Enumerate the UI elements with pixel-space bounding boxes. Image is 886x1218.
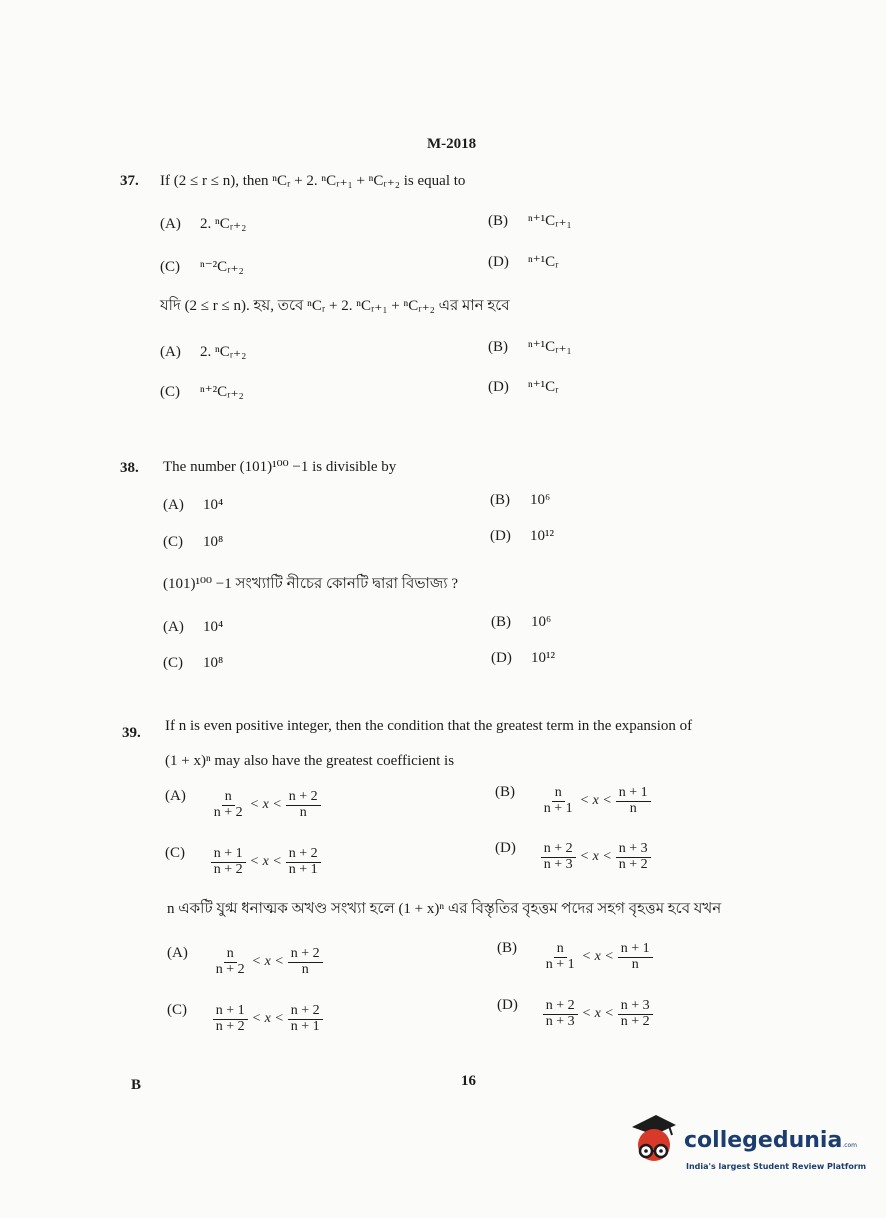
question-39-number: 39. xyxy=(122,725,141,741)
q37-en-option-b: (B) ⁿ⁺¹Cᵣ₊₁ xyxy=(488,213,572,229)
q39-bn-option-c: (C) $\frac{n + 1}{n + 2}$ < x < $\frac{n + 2}{n + 1}$ xyxy=(167,1002,325,1034)
collegedunia-logo-text: collegedunia.com xyxy=(684,1128,858,1153)
question-39-bengali-text: n একটি যুগ্ম ধনাত্মক অখণ্ড সংখ্যা হলে (1 + x)ⁿ এর বিস্তৃতির বৃহত্তম পদের সহগ বৃহত্তম হবে যখন xyxy=(167,901,722,917)
question-37-text: If (2 ≤ r ≤ n), then ⁿCᵣ + 2. ⁿCᵣ₊₁ + ⁿCᵣ₊₂ is equal to xyxy=(160,173,466,189)
q39-bn-option-d: (D) $\frac{n + 2}{n + 3}$ < x < $\frac{n + 3}{n + 2}$ xyxy=(497,997,655,1029)
q37-bn-option-c: (C) ⁿ⁺²Cᵣ₊₂ xyxy=(160,384,244,400)
q38-en-option-d: (D) 10¹² xyxy=(490,528,554,544)
question-38-bengali-text: (101)¹⁰⁰ −1 সংখ্যাটি নীচের কোনটি দ্বারা বিভাজ্য ? xyxy=(163,576,459,592)
q38-en-option-c: (C) 10⁸ xyxy=(163,534,224,550)
q39-en-option-a: (A) $\frac{n}{n + 2}$ < x < $\frac{n + 2}{n}$ xyxy=(165,788,323,820)
q37-bn-option-d: (D) ⁿ⁺¹Cᵣ xyxy=(488,379,559,395)
set-letter: B xyxy=(131,1077,142,1093)
q37-en-option-a: (A) 2. ⁿCᵣ₊₂ xyxy=(160,216,247,232)
exam-code: M-2018 xyxy=(427,136,477,152)
q37-bn-option-b: (B) ⁿ⁺¹Cᵣ₊₁ xyxy=(488,339,572,355)
q38-en-option-a: (A) 10⁴ xyxy=(163,497,224,513)
question-37-number: 37. xyxy=(120,173,139,189)
question-39-text-line1: If n is even positive integer, then the condition that the greatest term in the expansion of xyxy=(165,718,693,734)
collegedunia-tagline: India's largest Student Review Platform xyxy=(686,1162,867,1171)
question-38-text: The number (101)¹⁰⁰ −1 is divisible by xyxy=(163,459,397,475)
q38-bn-option-a: (A) 10⁴ xyxy=(163,619,224,635)
q38-en-option-b: (B) 10⁶ xyxy=(490,492,551,508)
q39-bn-option-a: (A) $\frac{n}{n + 2}$ < x < $\frac{n + 2}{n}$ xyxy=(167,945,325,977)
question-39-text-line2: (1 + x)ⁿ may also have the greatest coefficient is xyxy=(165,753,455,769)
q38-bn-option-c: (C) 10⁸ xyxy=(163,655,224,671)
page-number: 16 xyxy=(461,1073,476,1089)
question-37-bengali-text: যদি (2 ≤ r ≤ n). হয়, তবে ⁿCᵣ + 2. ⁿCᵣ₊₁ + ⁿCᵣ₊₂ এর মান হবে xyxy=(160,298,510,314)
q38-bn-option-d: (D) 10¹² xyxy=(491,650,555,666)
collegedunia-mascot-icon xyxy=(628,1113,678,1173)
q38-bn-option-b: (B) 10⁶ xyxy=(491,614,552,630)
q37-bn-option-a: (A) 2. ⁿCᵣ₊₂ xyxy=(160,344,247,360)
q39-en-option-d: (D) $\frac{n + 2}{n + 3}$ < x < $\frac{n + 3}{n + 2}$ xyxy=(495,840,653,872)
question-38-number: 38. xyxy=(120,460,139,476)
q37-en-option-d: (D) ⁿ⁺¹Cᵣ xyxy=(488,254,559,270)
q39-bn-option-b: (B) $\frac{n}{n + 1}$ < x < $\frac{n + 1}{n}$ xyxy=(497,940,655,972)
q39-en-option-c: (C) $\frac{n + 1}{n + 2}$ < x < $\frac{n + 2}{n + 1}$ xyxy=(165,845,323,877)
q39-en-option-b: (B) $\frac{n}{n + 1}$ < x < $\frac{n + 1}{n}$ xyxy=(495,784,653,816)
q37-en-option-c: (C) ⁿ⁻²Cᵣ₊₂ xyxy=(160,259,244,275)
